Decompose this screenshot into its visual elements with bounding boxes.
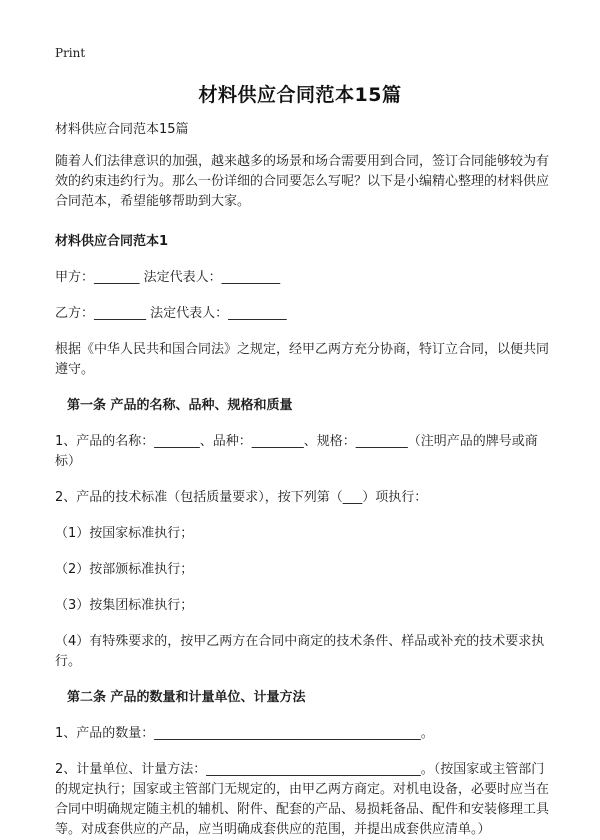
- article-2-item-1: 1、产品的数量：_________________________________________。: [55, 726, 434, 741]
- document-title: 材料供应合同范本15篇: [198, 84, 402, 106]
- article-1-option-3: （3）按集团标准执行；: [55, 598, 194, 613]
- article-2-heading: 第二条 产品的数量和计量单位、计量方法: [67, 690, 306, 705]
- party-b-line: 乙方：________ 法定代表人：_________: [55, 306, 287, 321]
- article-1-item-1: 1、产品的名称：_______、品种：________、规格：________（注明产品的牌号或商标）: [55, 434, 538, 469]
- party-a-line: 甲方：_______ 法定代表人：_________: [55, 270, 281, 285]
- preamble-paragraph: 根据《中华人民共和国合同法》之规定，经甲乙两方充分协商，特订立合同，以便共同遵守。: [55, 342, 550, 377]
- section-heading: 材料供应合同范本1: [55, 234, 169, 249]
- article-1-heading: 第一条 产品的名称、品种、规格和质量: [67, 398, 293, 413]
- document-subtitle: 材料供应合同范本15篇: [55, 122, 189, 137]
- intro-paragraph: 随着人们法律意识的加强，越来越多的场景和场合需要用到合同，签订合同能够较为有效的约束违约行为。那么一份详细的合同要怎么写呢？以下是小编精心整理的材料供应合同范本，希望能够帮助到大家。: [55, 154, 550, 209]
- article-1-item-2: 2、产品的技术标准（包括质量要求），按下列第（___）项执行：: [55, 490, 428, 505]
- article-1-option-2: （2）按部颁标准执行；: [55, 562, 194, 577]
- article-1-option-1: （1）按国家标准执行；: [55, 526, 194, 541]
- print-link[interactable]: Print: [55, 46, 86, 60]
- document-body: [55, 120, 555, 840]
- article-1-option-4: （4）有特殊要求的，按甲乙两方在合同中商定的技术条件、样品或补充的技术要求执行。: [55, 634, 545, 669]
- article-2-item-2: 2、计量单位、计量方法：_________________________________。（按国家或主管部门的规定执行；国家或主管部门无规定的，由甲乙两方商定。对机电设备，必要时应当在合同中明确规定随主机的辅机、附件、配套的产品、易损耗备品、配件和安装修理工具等。对成套供应的产品，应当明确成套供应的范围，并提出成套供应清单。）: [55, 762, 550, 837]
